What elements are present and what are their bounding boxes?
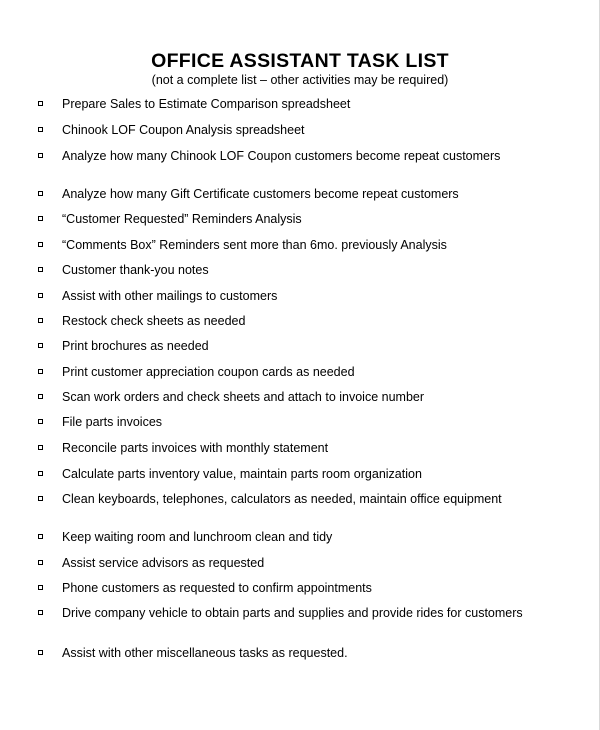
task-text: Analyze how many Gift Certificate customers become repeat customers [62, 187, 459, 201]
task-text: Analyze how many Chinook LOF Coupon customers become repeat customers [62, 149, 501, 163]
square-bullet-icon [38, 191, 43, 196]
square-bullet-icon [38, 394, 43, 399]
task-text: Keep waiting room and lunchroom clean and tidy [62, 530, 333, 544]
square-bullet-icon [38, 496, 43, 501]
task-text: Print customer appreciation coupon cards as needed [62, 365, 355, 379]
task-text: Customer thank-you notes [62, 263, 209, 277]
task-text: Scan work orders and check sheets and attach to invoice number [62, 390, 425, 404]
square-bullet-icon [38, 650, 43, 655]
page-title: OFFICE ASSISTANT TASK LIST [151, 50, 449, 72]
square-bullet-icon [38, 293, 43, 298]
task-text: Assist with other mailings to customers [62, 289, 278, 303]
task-text: “Customer Requested” Reminders Analysis [62, 212, 302, 226]
square-bullet-icon [38, 101, 43, 106]
task-text: Restock check sheets as needed [62, 314, 246, 328]
square-bullet-icon [38, 216, 43, 221]
square-bullet-icon [38, 127, 43, 132]
square-bullet-icon [38, 267, 43, 272]
square-bullet-icon [38, 585, 43, 590]
task-text: Calculate parts inventory value, maintain parts room organization [62, 467, 422, 481]
task-text: File parts invoices [62, 415, 163, 429]
task-text: Phone customers as requested to confirm appointments [62, 581, 372, 595]
task-text: Assist with other miscellaneous tasks as requested. [62, 646, 348, 660]
task-text: Prepare Sales to Estimate Comparison spreadsheet [62, 97, 351, 111]
square-bullet-icon [38, 343, 43, 348]
task-text: Reconcile parts invoices with monthly statement [62, 441, 329, 455]
task-text: Drive company vehicle to obtain parts and supplies and provide rides for customers [62, 606, 523, 620]
square-bullet-icon [38, 471, 43, 476]
task-text: Assist service advisors as requested [62, 556, 265, 570]
task-text: Print brochures as needed [62, 339, 209, 353]
square-bullet-icon [38, 445, 43, 450]
task-text: “Comments Box” Reminders sent more than 6mo. previously Analysis [62, 238, 447, 252]
task-text: Chinook LOF Coupon Analysis spreadsheet [62, 123, 305, 137]
square-bullet-icon [38, 153, 43, 158]
square-bullet-icon [38, 560, 43, 565]
square-bullet-icon [38, 534, 43, 539]
page-subtitle: (not a complete list – other activities may be required) [151, 73, 449, 87]
square-bullet-icon [38, 419, 43, 424]
task-text: Clean keyboards, telephones, calculators as needed, maintain office equipment [62, 492, 502, 506]
square-bullet-icon [38, 610, 43, 615]
square-bullet-icon [38, 318, 43, 323]
square-bullet-icon [38, 369, 43, 374]
square-bullet-icon [38, 242, 43, 247]
